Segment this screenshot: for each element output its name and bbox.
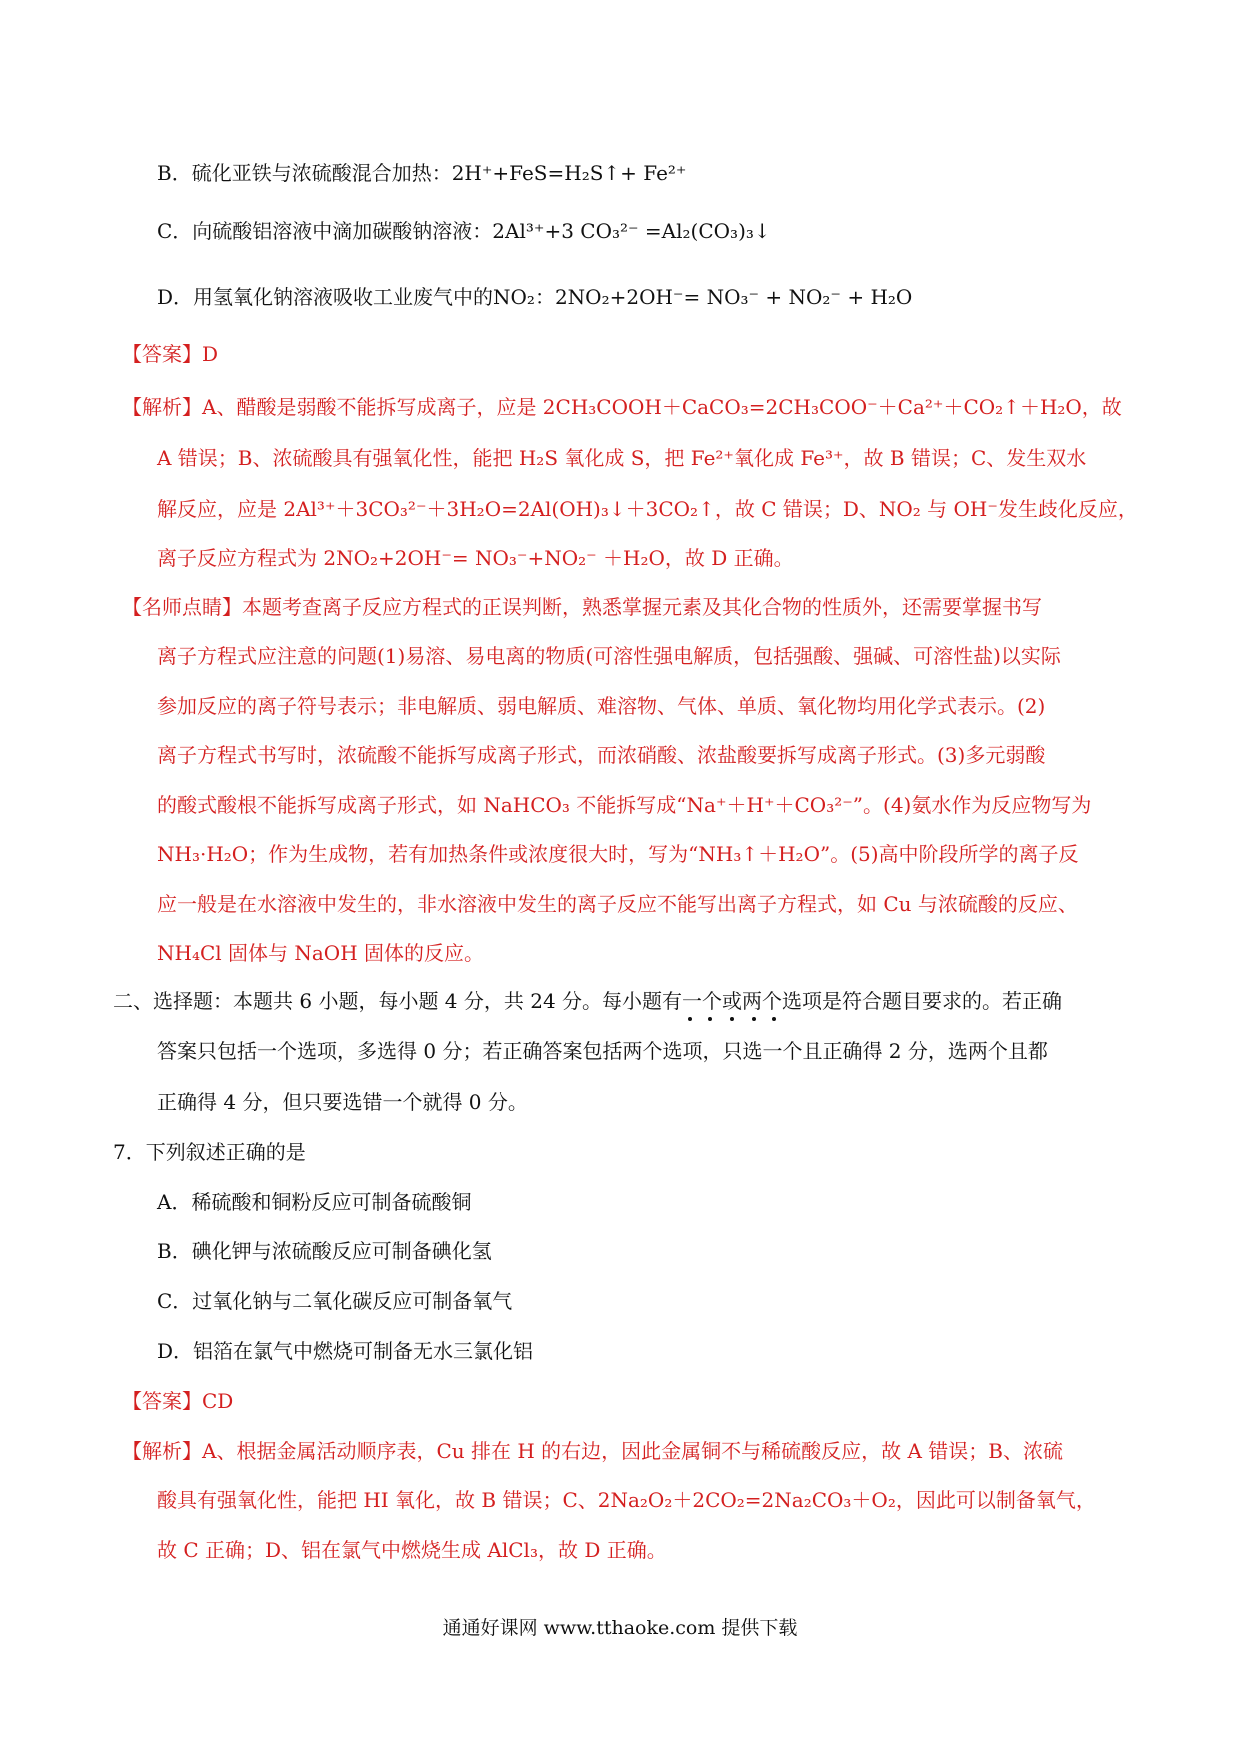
q7-analysis-line-1: 【解析】A、根据金属活动顺序表，Cu 排在 H 的右边，因此金属铜不与稀硫酸反应，故 A 错误；B、浓硫 [122,1439,1063,1463]
q6-tips-line-3: 参加反应的离子符号表示；非电解质、弱电解质、难溶物、气体、单质、氧化物均用化学式表示。(2) [157,694,1046,718]
q6-analysis-line-2: A 错误；B、浓硫酸具有强氧化性，能把 H₂S 氧化成 S，把 Fe²⁺氧化成 Fe³⁺，故 B 错误；C、发生双水 [157,446,1087,470]
q6-option-b: B．硫化亚铁与浓硫酸混合加热：2H⁺+FeS=H₂S↑+ Fe²⁺ [157,161,687,185]
section-2-line-1-pre: 二、选择题：本题共 6 小题，每小题 4 分，共 24 分。每小题有 [113,989,683,1013]
q7-analysis-line-2: 酸具有强氧化性，能把 HI 氧化，故 B 错误；C、2Na₂O₂＋2CO₂=2Na₂CO₃＋O₂，因此可以制备氧气， [157,1488,1096,1512]
q7-option-a: A．稀硫酸和铜粉反应可制备硫酸铜 [157,1190,472,1214]
q6-tips-line-6: NH₃·H₂O；作为生成物，若有加热条件或浓度很大时，写为“NH₃↑＋H₂O”。(5)高中阶段所学的离子反 [157,842,1079,866]
q6-tips-line-1: 【名师点睛】本题考查离子反应方程式的正误判断，熟悉掌握元素及其化合物的性质外，还需要掌握书写 [122,595,1042,619]
q6-analysis-line-3: 解反应，应是 2Al³⁺＋3CO₃²⁻＋3H₂O=2Al(OH)₃↓＋3CO₂↑，故 C 错误；D、NO₂ 与 OH⁻发生歧化反应， [157,497,1138,521]
emphasis-text: 一个或两个 [682,989,782,1013]
q7-analysis-line-3: 故 C 正确；D、铝在氯气中燃烧生成 AlCl₃，故 D 正确。 [157,1538,667,1562]
q6-option-d: D．用氢氧化钠溶液吸收工业废气中的NO₂：2NO₂+2OH⁻= NO₃⁻ + NO₂⁻ + H₂O [157,285,913,309]
section-2-line-1-post: 选项是符合题目要求的。若正确 [782,989,1063,1013]
q7-stem: 7．下列叙述正确的是 [113,1140,306,1164]
q6-tips-line-7: 应一般是在水溶液中发生的，非水溶液中发生的离子反应不能写出离子方程式，如 Cu 与浓硫酸的反应、 [157,892,1078,916]
q6-option-c: C．向硫酸铝溶液中滴加碳酸钠溶液：2Al³⁺+3 CO₃²⁻ =Al₂(CO₃)₃↓ [157,219,771,243]
q7-option-d: D．铝箔在氯气中燃烧可制备无水三氯化铝 [157,1339,534,1363]
section-2-line-1 [113,986,1062,1016]
q7-answer: 【答案】CD [122,1389,234,1413]
q6-tips-line-5: 的酸式酸根不能拆写成离子形式，如 NaHCO₃ 不能拆写成“Na⁺＋H⁺＋CO₃²⁻”。(4)氨水作为反应物写为 [157,793,1092,817]
q6-analysis-line-1: 【解析】A、醋酸是弱酸不能拆写成离子，应是 2CH₃COOH＋CaCO₃=2CH₃COO⁻＋Ca²⁺＋CO₂↑＋H₂O，故 [122,395,1122,419]
q7-option-b: B．碘化钾与浓硫酸反应可制备碘化氢 [157,1239,492,1263]
section-2-line-3: 正确得 4 分，但只要选错一个就得 0 分。 [157,1090,528,1114]
q6-tips-line-4: 离子方程式书写时，浓硫酸不能拆写成离子形式，而浓硝酸、浓盐酸要拆写成离子形式。(3)多元弱酸 [157,743,1046,767]
section-2-line-2: 答案只包括一个选项，多选得 0 分；若正确答案包括两个选项，只选一个且正确得 2 分，选两个且都 [157,1039,1048,1063]
page-footer: 通通好课网 www.tthaoke.com 提供下载 [442,1617,798,1639]
q6-answer: 【答案】D [122,342,219,366]
q6-tips-line-2: 离子方程式应注意的问题(1)易溶、易电离的物质(可溶性强电解质，包括强酸、强碱、可溶性盐)以实际 [157,644,1061,668]
q6-analysis-line-4: 离子反应方程式为 2NO₂+2OH⁻= NO₃⁻+NO₂⁻ ＋H₂O，故 D 正确。 [157,546,794,570]
q6-tips-line-8: NH₄Cl 固体与 NaOH 固体的反应。 [157,941,484,965]
q7-option-c: C．过氧化钠与二氧化碳反应可制备氧气 [157,1289,513,1313]
